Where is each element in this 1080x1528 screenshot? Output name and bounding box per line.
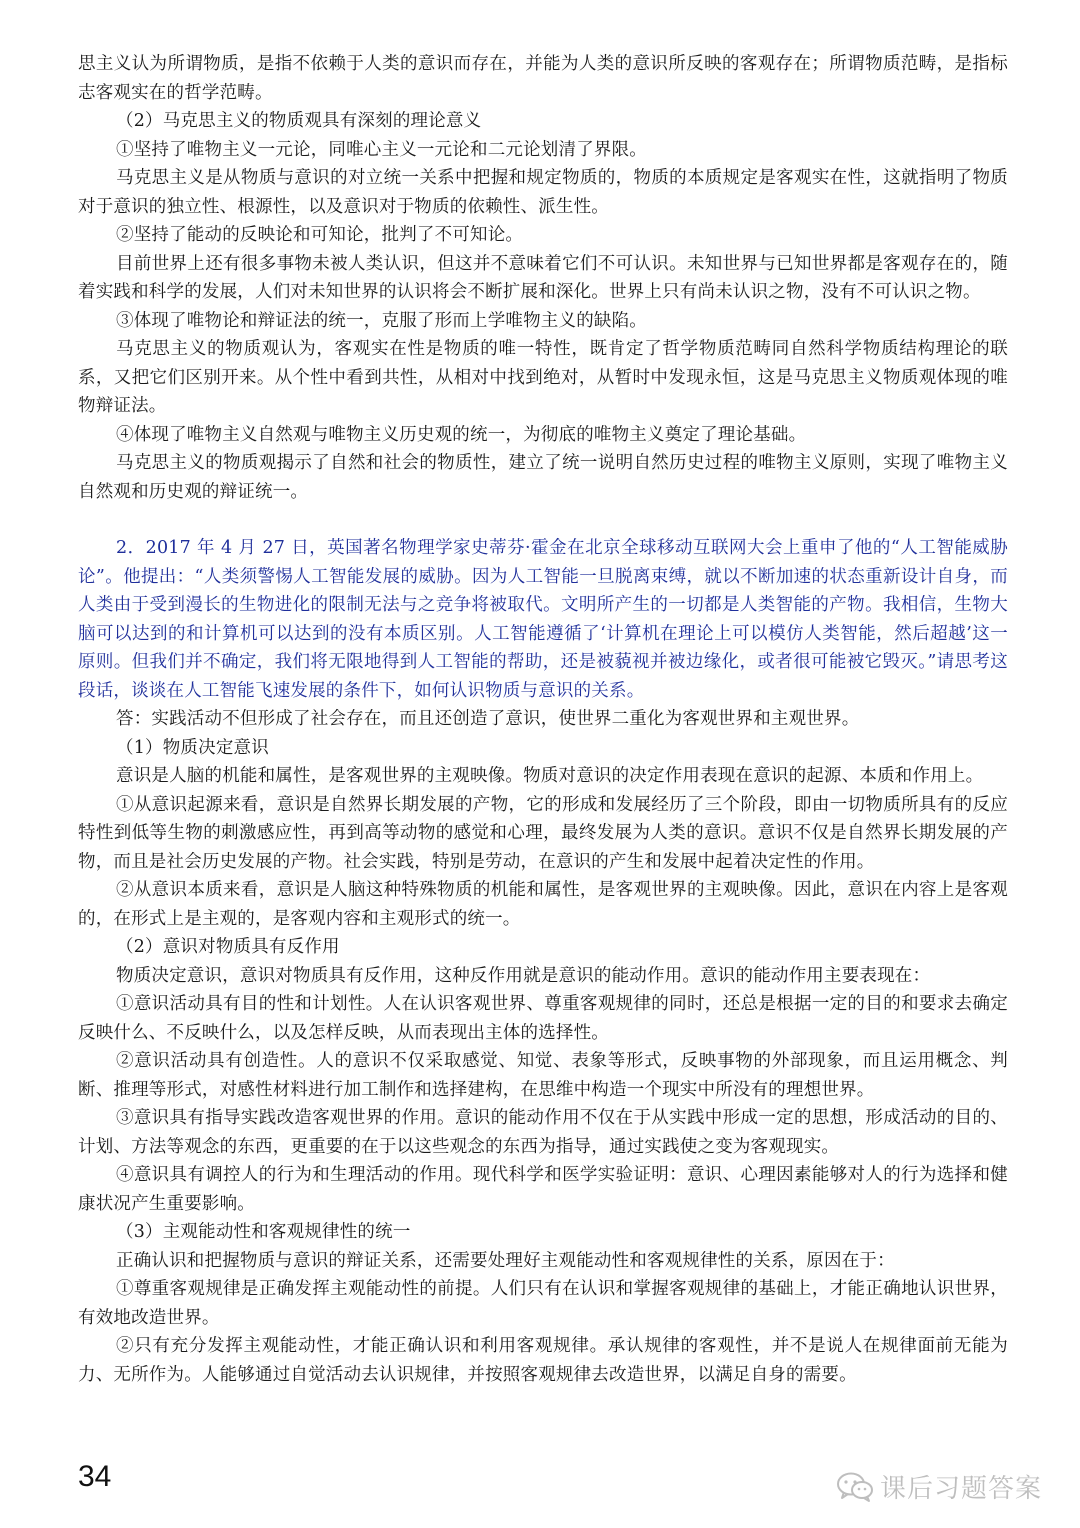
paragraph: 物质决定意识，意识对物质具有反作用，这种反作用就是意识的能动作用。意识的能动作用主要表现在：	[116, 965, 931, 986]
list-item: ④体现了唯物主义自然观与唯物主义历史观的统一，为彻底的唯物主义奠定了理论基础。	[116, 424, 807, 445]
watermark	[836, 1468, 1042, 1505]
paragraph: 马克思主义是从物质与意识的对立统一关系中把握和规定物质的，物质的本质规定是客观实在性，这就指明了物质对于意识的独立性、根源性，以及意识对于物质的依赖性、派生性。	[78, 168, 1008, 217]
list-item: ①坚持了唯物主义一元论，同唯心主义一元论和二元论划清了界限。	[116, 139, 647, 160]
paragraph: 正确认识和把握物质与意识的辩证关系，还需要处理好主观能动性和客观规律性的关系，原因在于：	[116, 1250, 895, 1271]
section-heading: （2）意识对物质具有反作用	[116, 937, 340, 957]
section-heading: （3）主观能动性和客观规律性的统一	[116, 1222, 411, 1242]
list-item: ②从意识本质来看，意识是人脑这种特殊物质的机能和属性，是客观世界的主观映像。因此，意识在内容上是客观的，在形式上是主观的，是客观内容和主观形式的统一。	[78, 880, 1008, 929]
paragraph: 目前世界上还有很多事物未被人类认识，但这并不意味着它们不可认识。未知世界与已知世界都是客观存在的，随着实践和科学的发展，人们对未知世界的认识将会不断扩展和深化。世界上只有尚未认识之物，没有不可认识之物。	[78, 253, 1008, 302]
list-item: ①尊重客观规律是正确发挥主观能动性的前提。人们只有在认识和掌握客观规律的基础上，才能正确地认识世界，有效地改造世界。	[78, 1279, 1008, 1328]
list-item: ③意识具有指导实践改造客观世界的作用。意识的能动作用不仅在于从实践中形成一定的思想，形成活动的目的、计划、方法等观念的东西，更重要的在于以这些观念的东西为指导，通过实践使之变为客观现实。	[78, 1108, 1008, 1157]
paragraph: 马克思主义的物质观揭示了自然和社会的物质性，建立了统一说明自然历史过程的唯物主义原则，实现了唯物主义自然观和历史观的辩证统一。	[78, 453, 1008, 502]
list-item: ②只有充分发挥主观能动性，才能正确认识和利用客观规律。承认规律的客观性，并不是说人在规律面前无能为力、无所作为。人能够通过自觉活动去认识规律，并按照客观规律去改造世界，以满足自身的需要。	[78, 1336, 1008, 1385]
section-heading: （2）马克思主义的物质观具有深刻的理论意义	[116, 111, 482, 131]
document-page	[78, 50, 1008, 1460]
watermark-text: 课后习题答案	[880, 1474, 1043, 1504]
list-item: ③体现了唯物论和辩证法的统一，克服了形而上学唯物主义的缺陷。	[116, 310, 647, 331]
paragraph: 思主义认为所谓物质，是指不依赖于人类的意识而存在，并能为人类的意识所反映的客观存在；所谓物质范畴，是指标志客观实在的哲学范畴。	[78, 54, 1008, 103]
list-item: ④意识具有调控人的行为和生理活动的作用。现代科学和医学实验证明：意识、心理因素能够对人的行为选择和健康状况产生重要影响。	[78, 1165, 1008, 1214]
page-number: 34	[78, 1460, 112, 1493]
list-item: ①意识活动具有目的性和计划性。人在认识客观世界、尊重客观规律的同时，还总是根据一定的目的和要求去确定反映什么、不反映什么，以及怎样反映，从而表现出主体的选择性。	[78, 994, 1008, 1043]
list-item: ①从意识起源来看，意识是自然界长期发展的产物，它的形成和发展经历了三个阶段，即由一切物质所具有的反应特性到低等生物的刺激感应性，再到高等动物的感觉和心理，最终发展为人类的意识。意识不仅是自然界长期发展的产物，而且是社会历史发展的产物。社会实践，特别是劳动，在意识的产生和发展中起着决定性的作用。	[78, 794, 1008, 872]
paragraph: 马克思主义的物质观认为，客观实在性是物质的唯一特性，既肯定了哲学物质范畴同自然科学物质结构理论的联系，又把它们区别开来。从个性中看到共性，从相对中找到绝对，从暂时中发现永恒，这是马克思主义物质观体现的唯物辩证法。	[78, 339, 1008, 416]
list-item: ②坚持了能动的反映论和可知论，批判了不可知论。	[116, 225, 524, 245]
section-heading: （1）物质决定意识	[116, 737, 269, 758]
paragraph: 意识是人脑的机能和属性，是客观世界的主观映像。物质对意识的决定作用表现在意识的起源、本质和作用上。	[116, 766, 984, 786]
spacer	[78, 506, 1008, 534]
question-text: 2．2017 年 4 月 27 日，英国著名物理学家史蒂芬·霍金在北京全球移动互联网大会上重申了他的“人工智能威胁论”。他提出：“人类须警惕人工智能发展的威胁。因为人工智能一旦脱离束缚，就以不断加速的状态重新设计自身，而人类由于受到漫长的生物进化的限制无法与之竞争将被取代。文明所产生的一切都是人类智能的产物。我相信，生物大脑可以达到的和计算机可以达到的没有本质区别。人工智能遵循了‘计算机在理论上可以模仿人类智能，然后超越’这一原则。但我们并不确定，我们将无限地得到人工智能的帮助，还是被藐视并被边缘化，或者很可能被它毁灭。”请思考这段话，谈谈在人工智能飞速发展的条件下，如何认识物质与意识的关系。	[78, 538, 1008, 701]
list-item: ②意识活动具有创造性。人的意识不仅采取感觉、知觉、表象等形式，反映事物的外部现象，而且运用概念、判断、推理等形式，对感性材料进行加工制作和选择建构，在思维中构造一个现实中所没有的理想世界。	[78, 1051, 1008, 1100]
wechat-icon	[836, 1471, 874, 1503]
answer-intro: 答：实践活动不但形成了社会存在，而且还创造了意识，使世界二重化为客观世界和主观世界。	[116, 709, 860, 729]
